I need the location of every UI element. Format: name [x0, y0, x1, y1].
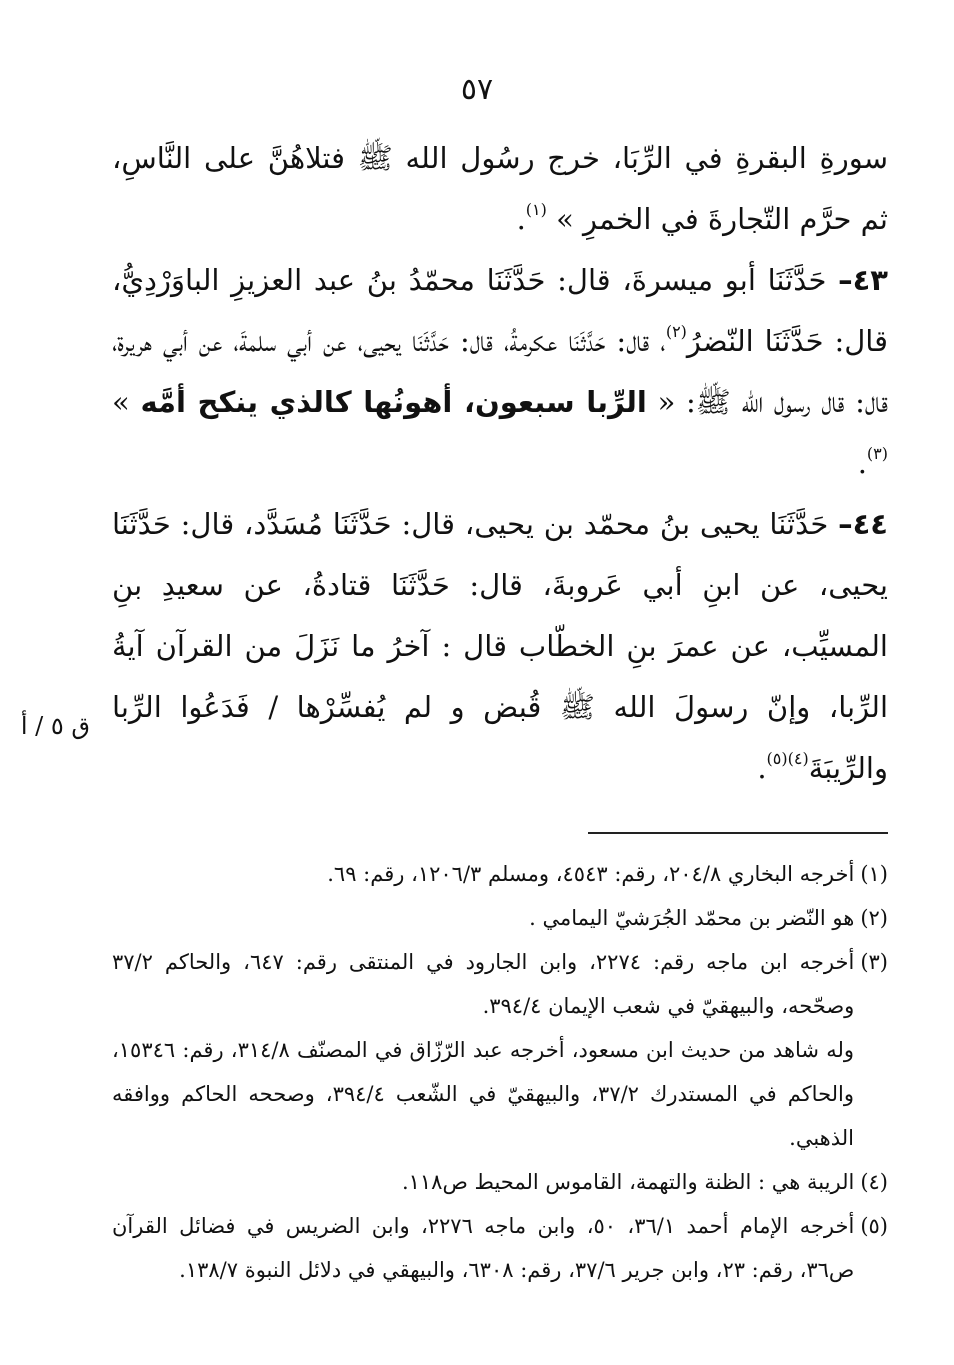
paragraph-text: سورةِ البقرةِ في الرِّبَا، خرج رسُول الله ﷺ فتلاهُنَّ على النَّاسِ، ثم حرَّم التّجارةَ في الخمرِ » — [112, 141, 888, 236]
hadith-number: ٤٣– — [838, 263, 888, 297]
footnote-ref[interactable]: (٣) — [866, 444, 888, 463]
footnote-number: (٣) — [860, 950, 888, 974]
hadith-text: حَدَّثَنَا أبو ميسرةَ، قال: حَدَّثَنَا محمّدُ بنُ عبد العزيزِ الباوَرْدِيُّ، قال: حَدَّثَنَا النّضرُ — [112, 263, 889, 358]
hadith-44 — [112, 494, 888, 799]
footnote-2 — [112, 896, 888, 940]
page-number: ٥٧ — [460, 72, 494, 107]
footnote-text: هو النّضر بن محمّد الجُرَشيّ اليمامي . — [529, 906, 855, 930]
footnote-ref[interactable]: (٤)(٥) — [766, 749, 809, 768]
hadith-text: » — [112, 385, 141, 419]
footnote-text: أخرجه البخاري ٢٠٤/٨، رقم: ٤٥٤٣، ومسلم ١٢٠٦/٣، رقم: ٦٩. — [327, 862, 855, 886]
hadith-quote: الرِّبا سبعون، أهونُها كالذي ينكح أمَّه — [140, 385, 647, 419]
footnote-ref[interactable]: (١) — [525, 200, 547, 219]
paragraph-end: . — [516, 202, 526, 236]
hadith-43 — [112, 250, 888, 494]
paragraph-end: . — [757, 751, 767, 785]
footnote-text: أخرجه الإمام أحمد ٣٦/١، ٥٠، وابن ماجه ٢٢٧٦، وابن الضريس في فضائل القرآن ص٣٦، رقم: ٢٣، وابن جرير ٣٧/٦، رقم: ٦٣٠٨، والبيهقي في دلائل النبوة ١٣٨/٧. — [112, 1214, 855, 1282]
footnote-number: (٢) — [860, 906, 888, 930]
footnote-4 — [112, 1160, 888, 1204]
footnote-5 — [112, 1204, 888, 1292]
footnotes — [112, 852, 888, 1292]
hadith-number: ٤٤– — [838, 507, 888, 541]
hadith-text: ، قال: حَدَّثَنَا عكرمةُ، قال: حَدَّثَنَا يحيى، عن أبي سلمةَ، عن أبي هريرة، قال: قال رسول الله ﷺ: « — [112, 324, 889, 419]
footnote-number: (١) — [860, 862, 888, 886]
footnote-text: الريبة هي : الظنة والتهمة، القاموس المحيط ص١١٨. — [401, 1170, 855, 1194]
footnote-ref[interactable]: (٢) — [665, 322, 687, 341]
paragraph-end: . — [857, 446, 867, 480]
footnote-text: أخرجه ابن ماجه رقم: ٢٢٧٤، وابن الجارود في المنتقى رقم: ٦٤٧، والحاكم ٣٧/٢ وصحّحه، والبيهقيّ في شعب الإيمان ٣٩٤/٤. — [112, 950, 855, 1018]
footnote-3-continuation: وله شاهد من حديث ابن مسعود، أخرجه عبد الرّزّاق في المصنّف ٣١٤/٨، رقم: ١٥٣٤٦، والحاكم في المستدرك ٣٧/٢، والبيهقيّ في الشّعب ٣٩٤/٤، وصححه الحاكم ووافقه الذهبي. — [112, 1038, 855, 1150]
footnote-3 — [112, 940, 888, 1028]
footnote-divider — [588, 832, 888, 834]
manuscript-folio-ref: ق ٥ / أ — [20, 712, 90, 740]
footnote-number: (٤) — [860, 1170, 888, 1194]
hadith-text: حَدَّثَنَا يحيى بنُ محمّد بن يحيى، قال: حَدَّثَنَا مُسَدَّد، قال: حَدَّثَنَا يحيى، عن ابنِ أبي عَروبةَ، قال: حَدَّثَنَا قتادةُ، عن سعيدِ بنِ المسيِّب، عن عمرَ بنِ الخطّاب قال : آخرُ ما نَزَلَ من القرآن آيةُ الرِّبا، وإنّ رسولَ الله ﷺ قُبض و لم يُفسِّرْها / فَدَعُوا الرِّبا والرِّيبَةَ — [112, 507, 888, 785]
paragraph-continuation — [112, 128, 888, 250]
footnote-1 — [112, 852, 888, 896]
main-text — [112, 128, 888, 799]
footnote-number: (٥) — [860, 1214, 888, 1238]
